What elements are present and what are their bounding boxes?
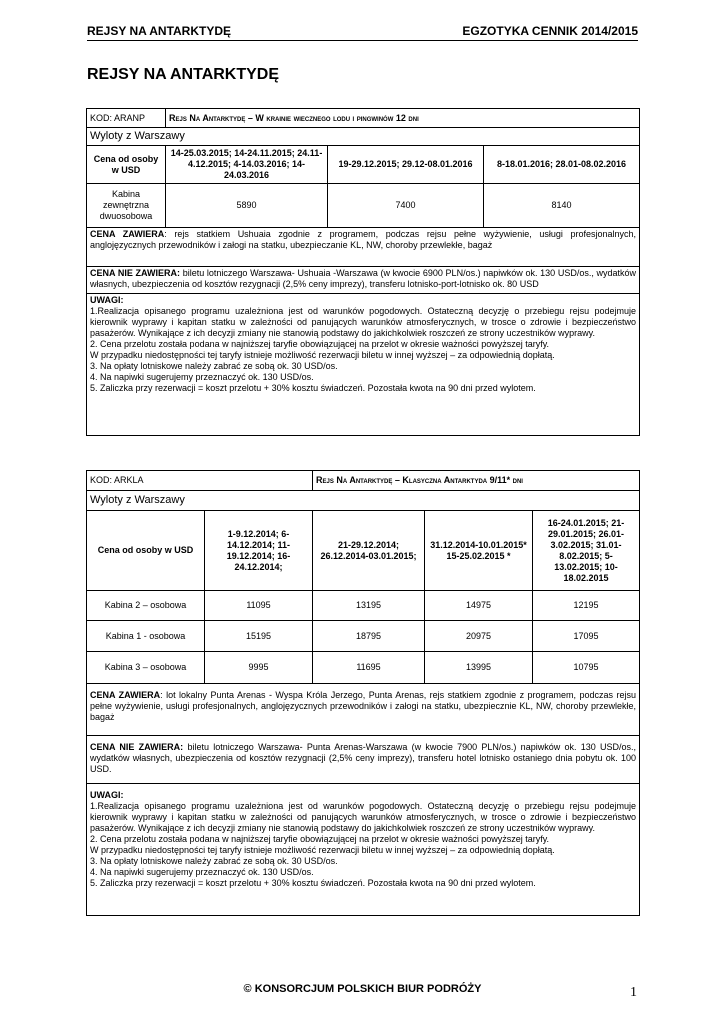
page-number: 1 <box>630 985 637 1000</box>
excludes-label: CENA NIE ZAWIERA: <box>90 742 184 752</box>
cabin-label: Kabina zewnętrzna dwuosobowa <box>87 184 166 228</box>
header-left: REJSY NA ANTARKTYDĘ <box>87 24 232 38</box>
includes-label: CENA ZAWIERA <box>90 229 165 239</box>
page-header <box>87 24 638 41</box>
price-cell: 17095 <box>533 621 640 652</box>
date-col: 31.12.2014-10.01.2015* 15-25.02.2015 * <box>425 511 533 591</box>
notes-label: UWAGI: <box>90 295 124 305</box>
includes-text: : rejs statkiem Ushuaia zgodnie z programem, podczas rejsu pełne wyżywienie, usługi profesjonalnych, anglojęzycznych przewodników i załogi na statku, ubezpieczanie KL, NW, choroby przewlekłe, bagaż <box>90 229 637 250</box>
trip-code: KOD: ARANP <box>87 109 166 128</box>
trip-code: KOD: ARKLA <box>87 471 313 491</box>
notes <box>87 294 640 436</box>
date-col: 1-9.12.2014; 6-14.12.2014; 11-19.12.2014; 16-24.12.2014; <box>205 511 313 591</box>
header-right: EGZOTYKA CENNIK 2014/2015 <box>462 24 638 38</box>
price-label: Cena od osoby w USD <box>87 146 166 184</box>
cabin-label: Kabina 3 – osobowa <box>87 652 205 684</box>
date-col: 16-24.01.2015; 21-29.01.2015; 26.01-3.02.2015; 31.01-8.02.2015; 5-13.02.2015; 10-18.02.2015 <box>533 511 640 591</box>
note-item: 5. Zaliczka przy rezerwacji = koszt przelotu + 30% kosztu świadczeń. Pozostała kwota na 90 dni przed wylotem. <box>90 878 536 888</box>
price-cell: 13995 <box>425 652 533 684</box>
date-col: 21-29.12.2014; 26.12.2014-03.01.2015; <box>313 511 425 591</box>
note-item: W przypadku niedostępności tej taryfy istnieje możliwość rezerwacji biletu w innej wyższej – za odpowiednią dopłatą. <box>90 350 555 360</box>
price-excludes <box>87 736 640 784</box>
note-item: 3. Na opłaty lotniskowe należy zabrać ze sobą ok. 30 USD/os. <box>90 856 338 866</box>
price-cell: 9995 <box>205 652 313 684</box>
price-cell: 5890 <box>166 184 328 228</box>
price-includes <box>87 684 640 736</box>
includes-label: CENA ZAWIERA <box>90 690 161 700</box>
price-cell: 11695 <box>313 652 425 684</box>
excludes-text: biletu lotniczego Warszawa- Ushuaia -Warszawa (w kwocie 6900 PLN/os.) napiwków ok. 130 USD/os., wydatków własnych, ubezpieczenia od kosztów rezygnacji (2,5% ceny imprezy), transferu lotnisko-port-lotnisko ok. 80 USD <box>90 268 637 289</box>
price-cell: 12195 <box>533 591 640 621</box>
note-item: 3. Na opłaty lotniskowe należy zabrać ze sobą ok. 30 USD/os. <box>90 361 338 371</box>
departures: Wyloty z Warszawy <box>87 491 640 511</box>
note-item: 5. Zaliczka przy rezerwacji = koszt przelotu + 30% kosztu świadczeń. Pozostała kwota na 90 dni przed wylotem. <box>90 383 536 393</box>
price-cell: 15195 <box>205 621 313 652</box>
price-cell: 11095 <box>205 591 313 621</box>
note-item: 4. Na napiwki sugerujemy przeznaczyć ok. 130 USD/os. <box>90 372 314 382</box>
price-cell: 8140 <box>484 184 640 228</box>
note-item: 1.Realizacja opisanego programu uzależniona jest od warunków pogodowych. Ostateczną decyzję o przebiegu rejsu podejmuje kierownik wyprawy i kapitan statku w zależności od panujących warunków atmosferycznych, w trosce o zdrowie i bezpieczeństwo pasażerów. Wynikające z ich decyzji zmiany nie stanowią podstawy do jakichkolwiek roszczeń ze strony uczestników wyprawy. <box>90 306 637 338</box>
footer-copyright: © KONSORCJUM POLSKICH BIUR PODRÓŻY <box>243 983 482 995</box>
note-item: W przypadku niedostępności tej taryfy istnieje możliwość rezerwacji biletu w innej wyższej – za odpowiednią dopłatą. <box>90 845 555 855</box>
price-cell: 7400 <box>328 184 484 228</box>
price-cell: 13195 <box>313 591 425 621</box>
trip-title: Rejs Na Antarktydę – Klasyczna Antarktyda 9/11* dni <box>313 471 640 491</box>
date-col: 8-18.01.2016; 28.01-08.02.2016 <box>484 146 640 184</box>
price-cell: 14975 <box>425 591 533 621</box>
includes-text: : lot lokalny Punta Arenas - Wyspa Króla Jerzego, Punta Arenas, rejs statkiem zgodnie z programem, podczas rejsu pełne wyżywienie, usługi profesjonalnych, anglojęzycznych przewodników i załogi na statku, ubezpiecznie KL, NW, choroby przewlekłe, bagaż <box>90 690 636 722</box>
excludes-label: CENA NIE ZAWIERA: <box>90 268 181 278</box>
cabin-label: Kabina 2 – osobowa <box>87 591 205 621</box>
note-item: 4. Na napiwki sugerujemy przeznaczyć ok. 130 USD/os. <box>90 867 314 877</box>
price-cell: 18795 <box>313 621 425 652</box>
price-cell: 20975 <box>425 621 533 652</box>
note-item: 2. Cena przelotu została podana w najniższej taryfie obowiązującej na przelot w okresie ważności powyższej taryfy. <box>90 339 550 349</box>
price-includes <box>87 228 640 267</box>
date-col: 19-29.12.2015; 29.12-08.01.2016 <box>328 146 484 184</box>
price-table-arkla <box>86 470 640 916</box>
trip-title: Rejs Na Antarktydę – W krainie wiecznego lodu i pingwinów 12 dni <box>166 109 640 128</box>
price-table-aranp <box>86 108 640 436</box>
price-excludes <box>87 267 640 294</box>
excludes-text: biletu lotniczego Warszawa- Punta Arenas-Warszawa (w kwocie 7900 PLN/os.) napiwków ok. 130 USD/os., wydatków własnych, ubezpieczenia od kosztów rezygnacji (2,5% ceny imprezy), transferu hotel lotnisko ostaniego dnia pobytu ok. 100 USD. <box>90 742 636 774</box>
notes <box>87 784 640 916</box>
note-item: 1.Realizacja opisanego programu uzależniona jest od warunków pogodowych. Ostateczną decyzję o przebiegu rejsu podejmuje kierownik wyprawy i kapitan statku w zależności od panujących warunków atmosferycznych, w trosce o zdrowie i bezpieczeństwo pasażerów. Wynikające z ich decyzji zmiany nie stanowią podstawy do jakichkolwiek roszczeń ze strony uczestników wyprawy. <box>90 801 636 833</box>
note-item: 2. Cena przelotu została podana w najniższej taryfie obowiązującej na przelot w okresie ważności powyższej taryfy. <box>90 834 550 844</box>
cabin-label: Kabina 1 - osobowa <box>87 621 205 652</box>
date-col: 14-25.03.2015; 14-24.11.2015; 24.11-4.12.2015; 4-14.03.2016; 14-24.03.2016 <box>166 146 328 184</box>
page-title: REJSY NA ANTARKTYDĘ <box>87 66 280 83</box>
notes-label: UWAGI: <box>90 790 124 800</box>
price-cell: 10795 <box>533 652 640 684</box>
departures: Wyloty z Warszawy <box>87 128 640 146</box>
price-label: Cena od osoby w USD <box>87 511 205 591</box>
